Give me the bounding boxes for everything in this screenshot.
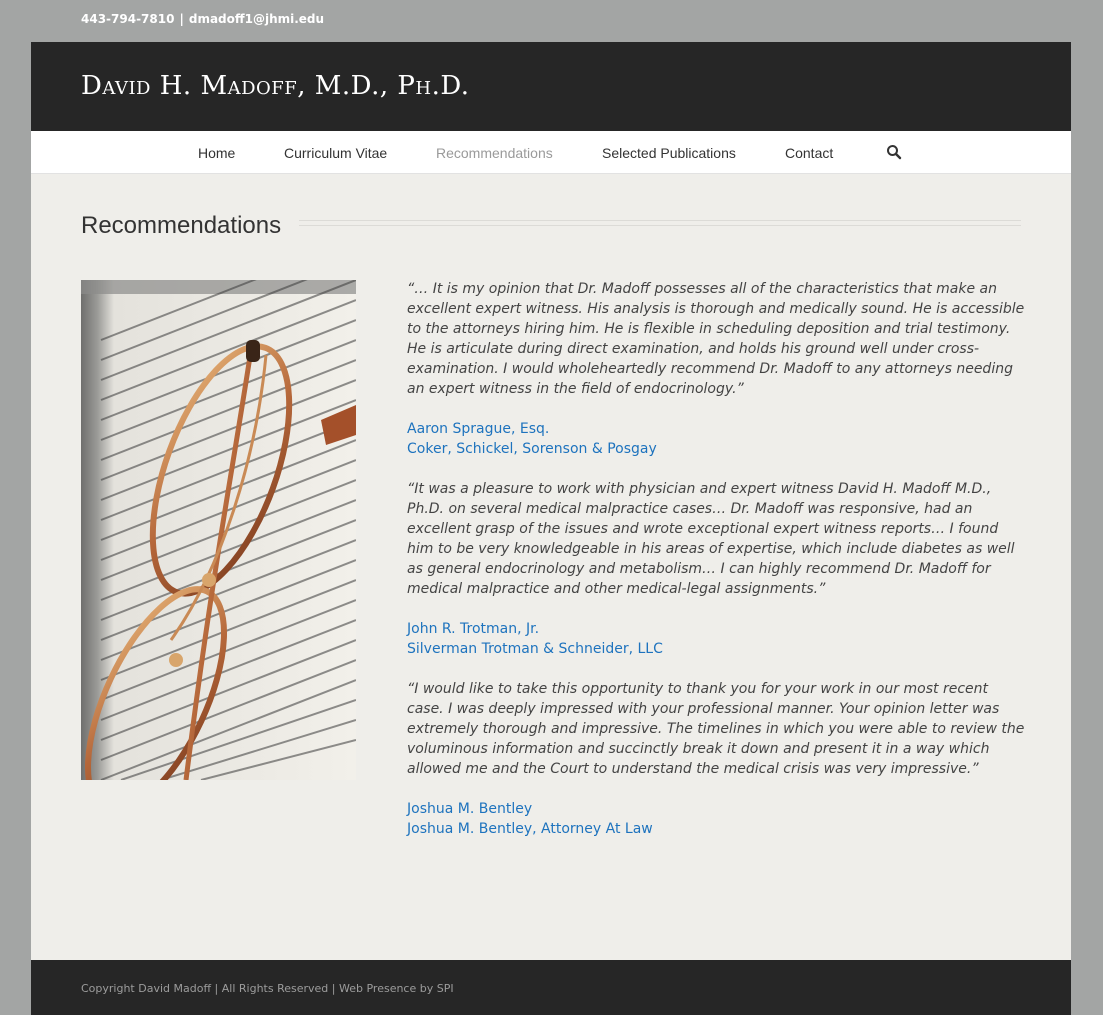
page-title: Recommendations bbox=[81, 212, 282, 239]
site-logo[interactable]: David H. Madoff, M.D., Ph.D. bbox=[81, 71, 470, 101]
recommendation-author[interactable]: Aaron Sprague, Esq. bbox=[407, 421, 550, 437]
main-nav bbox=[31, 131, 1071, 174]
recommendations-list bbox=[407, 279, 1027, 859]
recommendation-author[interactable]: Joshua M. Bentley bbox=[407, 801, 533, 817]
recommendation-firm[interactable]: Coker, Schickel, Sorenson & Posgay bbox=[407, 441, 657, 457]
web-presence-link[interactable]: Web Presence by SPI bbox=[339, 982, 454, 995]
contact-separator: | bbox=[179, 12, 184, 26]
search-icon[interactable] bbox=[886, 144, 902, 160]
nav-item-selected-publications[interactable]: Selected Publications bbox=[602, 145, 736, 161]
recommendation-quote: “I would like to take this opportunity to thank you for your work in our most recent case. I was deeply impressed with your professional manner. Your opinion letter was extremely thorough and impressive. The timelines in which you were able to review the voluminous information and succinctly break it down and present it in a way which allowed me and the Court to understand the medical crisis was very impressive.” bbox=[407, 681, 1025, 777]
nav-item-contact[interactable]: Contact bbox=[785, 145, 834, 161]
recommendation-author[interactable]: John R. Trotman, Jr. bbox=[407, 621, 540, 637]
site-header bbox=[31, 42, 1071, 131]
recommendation-firm[interactable]: Joshua M. Bentley, Attorney At Law bbox=[407, 821, 653, 837]
page-frame bbox=[31, 42, 1071, 1015]
nav-item-home[interactable]: Home bbox=[198, 145, 236, 161]
footer-separator: | bbox=[214, 982, 219, 995]
nav-item-recommendations[interactable]: Recommendations bbox=[436, 145, 553, 161]
title-divider bbox=[299, 220, 1021, 226]
recommendation-quote: “It was a pleasure to work with physician and expert witness David H. Madoff M.D., Ph.D. on several medical malpractice cases… Dr. Madoff was responsive, had an excellent grasp of the issues and wrote exceptional expert witness reports… I found him to be very knowledgeable in his areas of expertise, which include diabetes as well as general endocrinology and metabolism… I can highly recommend Dr. Madoff for medical malpractice and other medical-legal assignments.” bbox=[407, 481, 1015, 597]
site-footer bbox=[31, 960, 1071, 1015]
reading-glasses-photo bbox=[81, 280, 356, 780]
phone-number[interactable]: 443-794-7810 bbox=[81, 12, 175, 26]
email-link[interactable]: dmadoff1@jhmi.edu bbox=[188, 12, 325, 26]
nav-item-curriculum-vitae[interactable]: Curriculum Vitae bbox=[284, 145, 388, 161]
top-contact-bar bbox=[81, 12, 324, 26]
footer-separator: | bbox=[331, 982, 336, 995]
recommendation-quote: “… It is my opinion that Dr. Madoff possesses all of the characteristics that make an excellent expert witness. His analysis is thorough and medically sound. He is accessible to the attorneys hiring him. He is flexible in scheduling deposition and trial testimony. He is articulate during direct examination, and holds his ground well under cross-examination. I would wholeheartedly recommend Dr. Madoff to any attorneys needing an expert witness in the field of endocrinology.” bbox=[407, 281, 1025, 397]
rights-text: All Rights Reserved bbox=[221, 982, 329, 995]
copyright-text: Copyright David Madoff bbox=[81, 982, 212, 995]
recommendation-firm[interactable]: Silverman Trotman & Schneider, LLC bbox=[407, 641, 663, 657]
glasses-on-book-image bbox=[81, 280, 356, 780]
footer-copyright bbox=[81, 982, 454, 995]
